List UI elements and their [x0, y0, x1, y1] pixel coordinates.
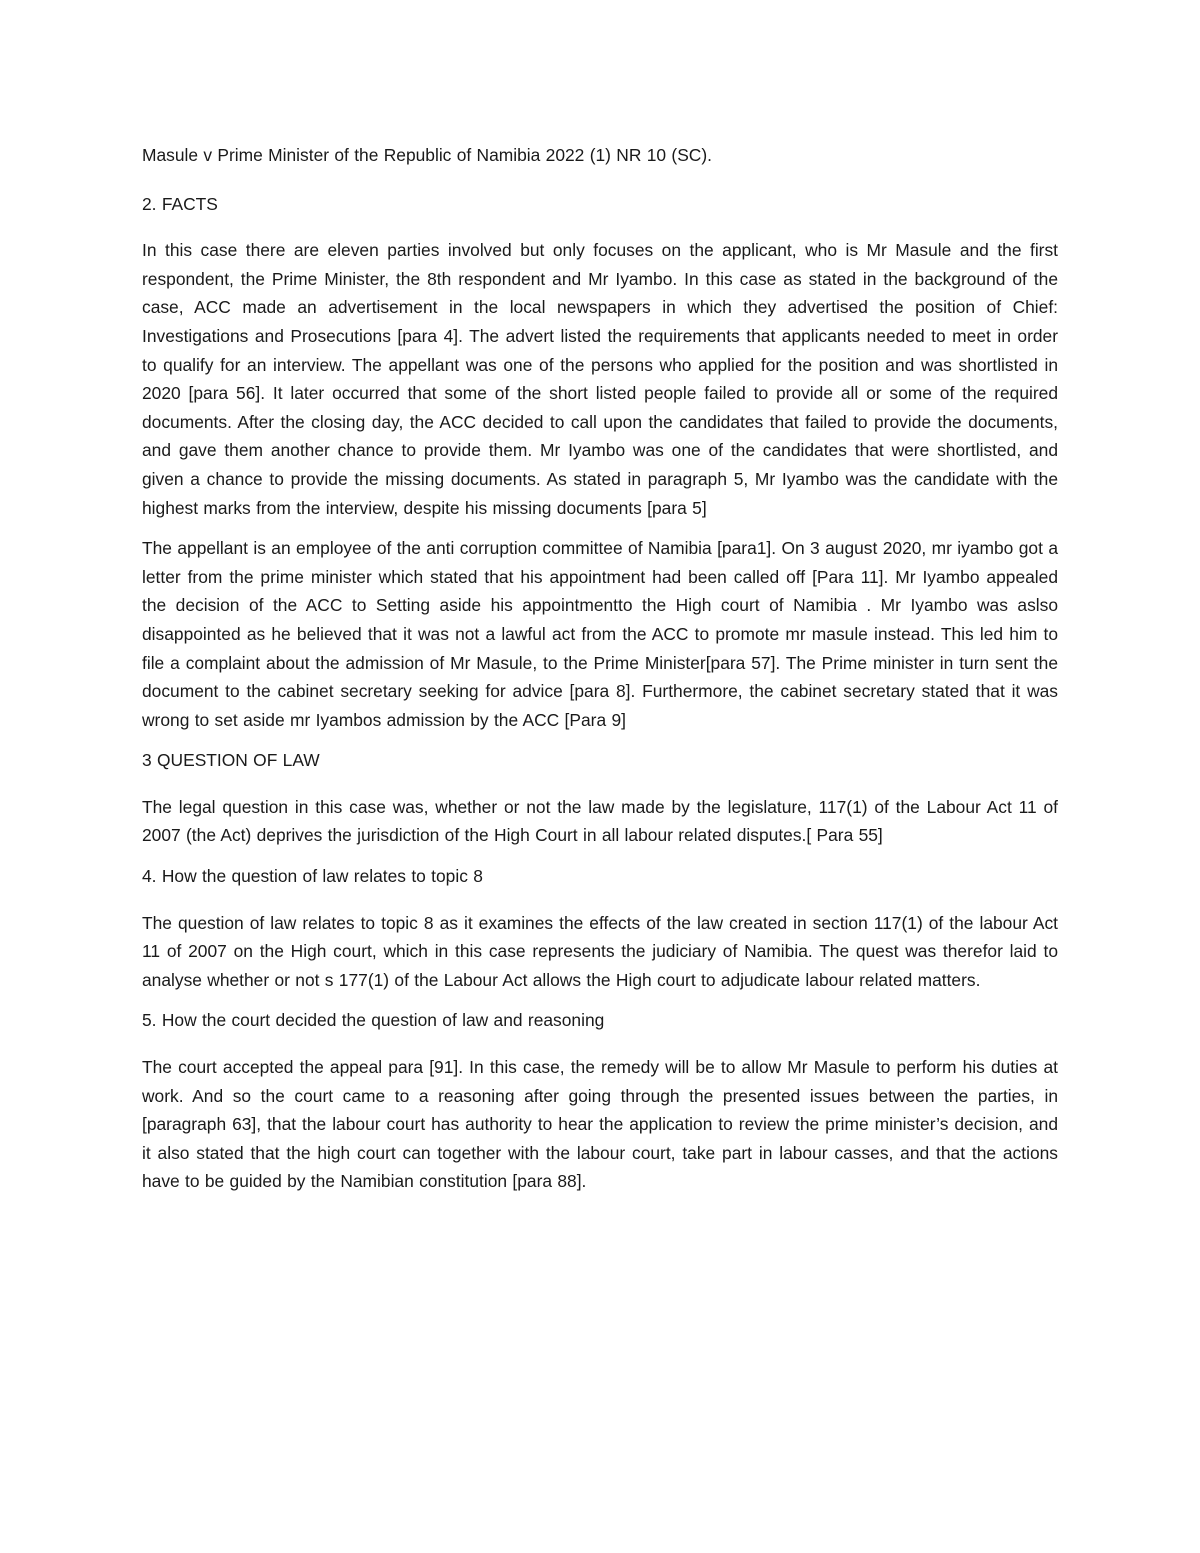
question-of-law-paragraph: The legal question in this case was, whether or not the law made by the legislature, 117(1) of the Labour Act 11 of 2007 (the Act) deprives the jurisdiction of the High Court in all labour related disputes.[ Para 55]	[142, 796, 1058, 846]
court-decision-paragraph: The court accepted the appeal para [91]. In this case, the remedy will be to allow Mr Masule to perform his duties at work. And so the court came to a reasoning after going through the presented issues between the parties, in [paragraph 63], that the labour court has authority to hear the application to review the prime minister’s decision, and it also stated that the high court can together with the labour court, take part in labour casses, and that the actions have to be guided by the Namibian constitution [para 88].	[142, 1057, 1058, 1192]
topic-relation-paragraph: The question of law relates to topic 8 as it examines the effects of the law created in section 117(1) of the labour Act 11 of 2007 on the High court, which in this case represents the judiciary of Namibia. The quest was therefor laid to analyse whether or not s 177(1) of the Labour Act allows the High court to adjudicate labour related matters.	[142, 912, 1058, 990]
facts-paragraph-1: In this case there are eleven parties involved but only focuses on the applicant, who is Mr Masule and the first respondent, the Prime Minister, the 8th respondent and Mr Iyambo. In this case as stated in the background of the case, ACC made an advertisement in the local newspapers in which they advertised the position of Chief: Investigations and Prosecutions [para 4]. The advert listed the requirements that applicants needed to meet in order to qualify for an interview. The appellant was one of the persons who applied for the position and was shortlisted in 2020 [para 56]. It later occurred that some of the short listed people failed to provide all or some of the required documents. After the closing day, the ACC decided to call upon the candidates that failed to provide the documents, and gave them another chance to provide them. Mr Iyambo was one of the candidates that were shortlisted, and given a chance to provide the missing documents. As stated in paragraph 5, Mr Iyambo was the candidate with the highest marks from the interview, despite his missing documents [para 5]	[142, 240, 1058, 518]
court-decision-heading: 5. How the court decided the question of law and reasoning	[142, 1010, 605, 1031]
topic-relation-heading: 4. How the question of law relates to topic 8	[142, 866, 483, 887]
facts-paragraph-2: The appellant is an employee of the anti corruption committee of Namibia [para1]. On 3 august 2020, mr iyambo got a letter from the prime minister which stated that his appointment had been called off [Para 11]. Mr Iyambo appealed the decision of the ACC to Setting aside his appointmentto the High court of Namibia . Mr Iyambo was aslso disappointed as he believed that it was not a lawful act from the ACC to promote mr masule instead. This led him to file a complaint about the admission of Mr Masule, to the Prime Minister[para 57]. The Prime minister in turn sent the document to the cabinet secretary seeking for advice [para 8]. Furthermore, the cabinet secretary stated that it was wrong to set aside mr Iyambos admission by the ACC [Para 9]	[142, 538, 1058, 730]
document-page	[142, 141, 1058, 1208]
question-of-law-heading: 3 QUESTION OF LAW	[142, 750, 320, 771]
facts-heading: 2. FACTS	[142, 193, 218, 214]
case-title: Masule v Prime Minister of the Republic of Namibia 2022 (1) NR 10 (SC).	[142, 145, 712, 165]
